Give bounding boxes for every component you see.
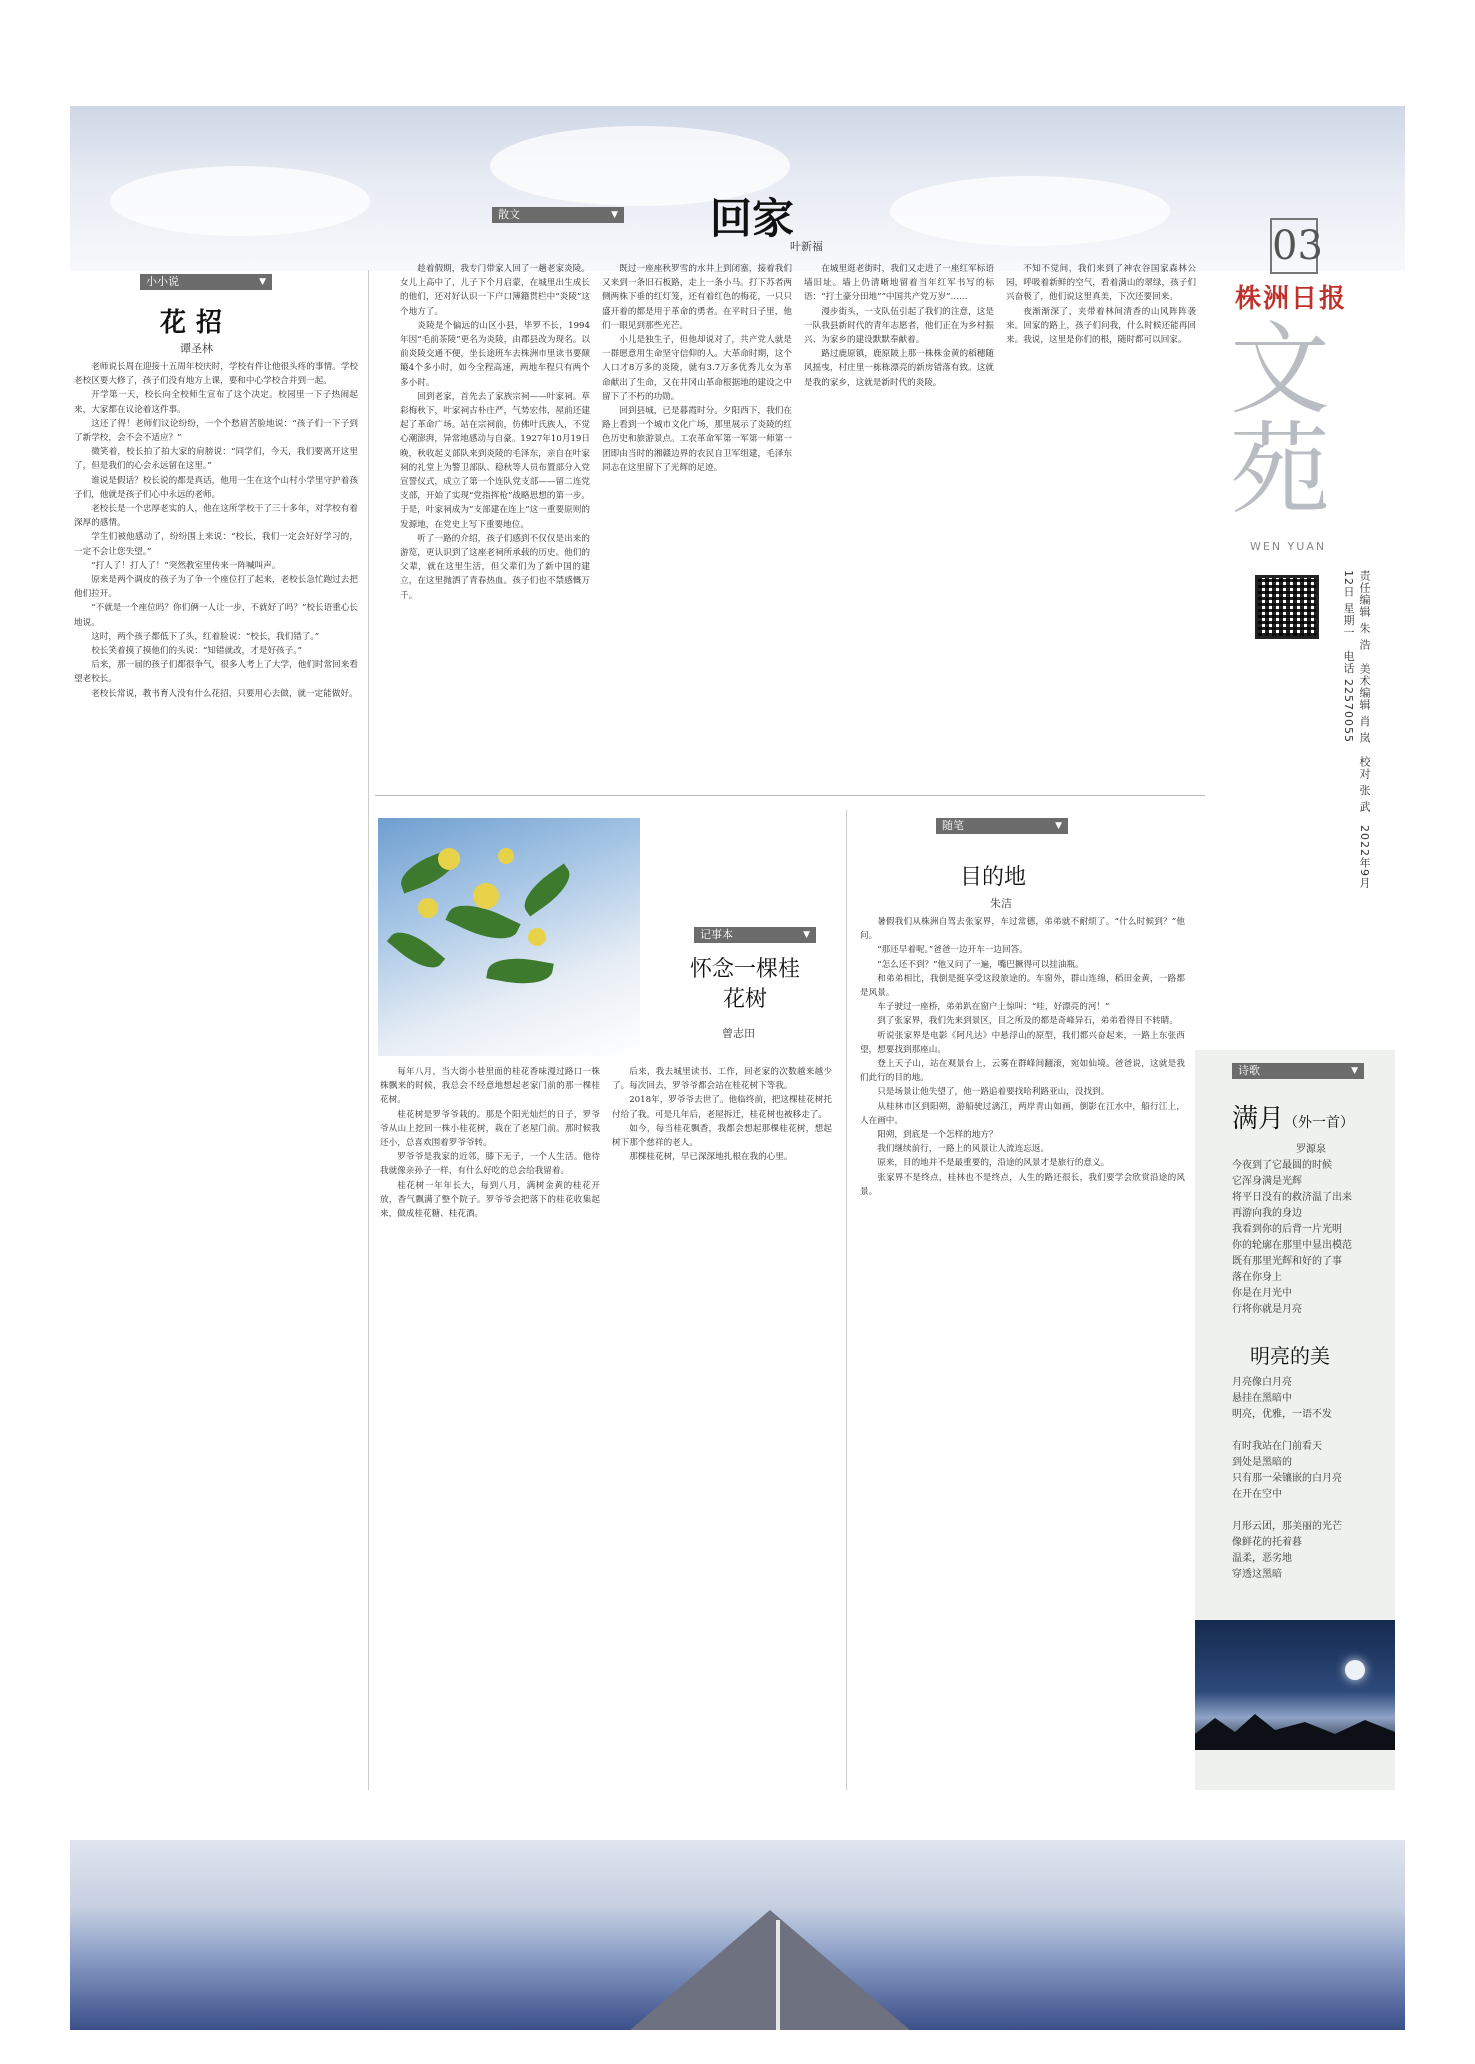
left-article-body <box>74 360 358 1790</box>
page-number: 03 <box>1270 218 1318 274</box>
poem-body <box>1232 1158 1382 1318</box>
poem2-body <box>1232 1375 1382 1583</box>
paragraph: 小儿是独生子，但他却说对了，共产党人就是一群愿意用生命坚守信仰的人。大革命时期，这个人口才8万多的炎陵，就有3.7万多优秀儿女为革命献出了生命，又在井冈山革命根据地的建设之中留下了不朽的功勋。 <box>602 335 792 402</box>
poem-line: 穿透这黑暗 <box>1232 1569 1282 1580</box>
triangle-down-icon: ▼ <box>1351 1066 1358 1076</box>
paragraph: 回到老家，首先去了家族宗祠——叶家祠。草彩梅秋下，叶家祠古朴庄严，气势宏伟，屋前还建起了革命广场。站在宗祠前，仿佛叶氏族人，不觉心潮澎湃，异常地感动与自豪。1927年10月19日晚，秋收起义部队来到炎陵的毛泽东，亲自在叶家祠的礼堂上为警卫部队、稳秋等人员布置部分入党宣誓仪式，成立了第一个连队党支部——留二连党支部，开始了实现“党指挥枪”战略思想的第一步。于是，叶家祠成为“支部建在连上”这一重要原则的发源地，在党史上写下重要地位。 <box>400 391 590 530</box>
section-title-big: 文苑 <box>1230 311 1330 528</box>
paragraph: 谁说是假话？校长说的都是真话，他用一生在这个山村小学里守护着孩子们，他就是孩子们心中永远的老师。 <box>74 475 358 500</box>
paragraph: 学生们被他感动了，纷纷围上来说：“校长，我们一定会好好学习的，一定不会让您失望。” <box>74 532 358 557</box>
poem-byline: 罗源泉 <box>1296 1144 1326 1155</box>
paragraph: 每年八月，当大街小巷里面的桂花香味漫过路口一株株飘来的时候，我总会不经意地想起老家门前的那一棵桂花树。 <box>380 1067 600 1106</box>
osmanthus-photo <box>378 818 640 1056</box>
paragraph: 登上天子山，站在观景台上，云雾在群峰间翻滚，宛如仙境。爸爸说，这就是我们此行的目的地。 <box>860 1059 1185 1084</box>
poem-line: 悬挂在黑暗中 <box>1232 1393 1292 1404</box>
left-headline: 花招 <box>160 308 233 338</box>
main-col-1 <box>400 262 590 782</box>
paragraph: 不知不觉间，我们来到了神农谷国家森林公园，呼吸着新鲜的空气，看着满山的翠绿，孩子们兴奋极了，他们说这里真美，下次还要回来。 <box>1006 264 1196 303</box>
paragraph: 桂花树是罗爷爷栽的。那是个阳光灿烂的日子，罗爷爷从山上挖回一株小桂花树，栽在了老屋门前。那时候我还小，总喜欢围着罗爷爷转。 <box>380 1109 600 1149</box>
divider <box>368 270 369 1790</box>
section-tag-poetry <box>1232 1063 1364 1079</box>
paragraph: 后来，我去城里读书、工作，回老家的次数越来越少了。每次回去，罗爷爷都会站在桂花树下等我。 <box>612 1067 832 1092</box>
paragraph: 趁着假期，我专门带家人回了一趟老家炎陵。女儿上高中了，儿子下个月启蒙，在城里出生成长的他们，还对好认识一下户口簿籍贯栏中“炎陵”这个地方了。 <box>400 264 590 317</box>
paragraph: “不就是一个座位吗？你们俩一人让一步，不就好了吗？”校长语重心长地说。 <box>74 603 358 628</box>
main-col-2 <box>602 262 792 782</box>
paragraph: 夜渐渐深了，夹带着林间清香的山风阵阵袭来。回家的路上，孩子们问我，什么时候还能再回来。我说，这里是你们的根，随时都可以回家。 <box>1006 306 1196 346</box>
paragraph: 后来，那一届的孩子们都很争气，很多人考上了大学，他们时常回来看望老校长。 <box>74 660 358 685</box>
paragraph: 漫步街头，一支队伍引起了我们的注意，这是一队我县新时代的青年志愿者，他们正在为乡村振兴、为家乡的建设默默奉献着。 <box>804 306 994 346</box>
main-col-3 <box>804 262 994 782</box>
poem-line: 今夜到了它最圆的时候 <box>1232 1160 1332 1171</box>
poem-line: 有时我站在门前看天 <box>1232 1441 1322 1452</box>
triangle-down-icon: ▼ <box>803 930 810 940</box>
destination-byline: 朱洁 <box>990 897 1012 910</box>
paragraph: 老校长常说，教书育人没有什么花招，只要用心去做，就一定能做好。 <box>91 688 358 699</box>
tag-label: 诗歌 <box>1238 1064 1260 1077</box>
tag-label: 随笔 <box>942 819 964 832</box>
paragraph: 回到县城，已是暮霞时分。夕阳西下，我们在路上看到一个城市文化广场，那里展示了炎陵的红色历史和旅游景点。工农革命军第一军第一师第一团即由当时的湘赣边界的农民自卫军组建，毛泽东同志在这里留下了光辉的足迹。 <box>602 406 792 473</box>
paper-name: 株洲日报 <box>1235 284 1348 314</box>
paragraph: 炎陵是个偏远的山区小县，毕罗不长，1994年因“毛前茶陵”更名为炎陵，由郡县改为现名。以前炎陵交通不便，坐长途班车去株洲市里读书要颠簸4个多小时，如今全程高速，两地车程只有两个多小时。 <box>400 320 590 388</box>
poem-line: 明亮，优雅，一语不发 <box>1232 1409 1332 1420</box>
poem-line: 你是在月光中 <box>1232 1288 1292 1299</box>
paragraph: 校长笑着摸了摸他们的头说：“知错就改，才是好孩子。” <box>91 646 302 657</box>
poem-title <box>1232 1098 1354 1135</box>
paragraph: 微笑着，校长拍了拍大家的肩膀说：“同学们，今天，我们要离开这里了，但是我们的心会永远留在这里。” <box>74 447 358 472</box>
divider <box>375 795 1205 796</box>
tag-label: 小小说 <box>146 275 179 288</box>
paragraph: 暑假我们从株洲自驾去张家界，车过常德，弟弟就不耐烦了。“什么时候到？”他问。 <box>860 917 1185 942</box>
main-headline: 回家 <box>710 194 795 243</box>
osmanthus-col-2 <box>612 1065 832 1790</box>
osmanthus-col-1 <box>380 1065 600 1790</box>
poem-title-text: 满月 <box>1232 1104 1285 1134</box>
triangle-down-icon: ▼ <box>1055 821 1062 831</box>
poem-line: 再游向我的身边 <box>1232 1208 1302 1219</box>
poem-line: 温柔，恶劣地 <box>1232 1553 1292 1564</box>
paragraph: “那还早着呢。”爸爸一边开车一边回答。 <box>877 945 1028 956</box>
section-pinyin: WEN YUAN <box>1250 540 1327 553</box>
main-col-4 <box>1006 262 1196 782</box>
poem-line: 你的轮廓在那里中显出模范 <box>1232 1240 1352 1251</box>
main-byline: 叶新福 <box>790 240 823 253</box>
poem-line: 行将你就是月亮 <box>1232 1304 1302 1315</box>
paragraph: 原来是两个调皮的孩子为了争一个座位打了起来，老校长急忙跑过去把他们拉开。 <box>74 575 358 600</box>
triangle-down-icon: ▼ <box>611 210 618 220</box>
paragraph: “打人了！打人了！”突然教室里传来一阵喊叫声。 <box>91 560 281 571</box>
qr-code-icon <box>1255 575 1319 639</box>
paragraph: 那棵桂花树，早已深深地扎根在我的心里。 <box>629 1152 793 1163</box>
poem-line <box>1232 1503 1382 1519</box>
imprint-info: 责任编辑 朱 浩 美术编辑 肖 岚 校对 张 武 2022年9月12日 星期一 电话 22570055 <box>1342 570 1371 889</box>
divider <box>846 810 847 1790</box>
destination-body <box>860 915 1185 1790</box>
poem-line: 到处是黑暗的 <box>1232 1457 1292 1468</box>
poem-line: 它浑身满是光辉 <box>1232 1176 1302 1187</box>
paragraph: 我们继续前行，一路上的风景让人流连忘返。 <box>877 1144 1050 1155</box>
section-tag-essay-note <box>936 818 1068 834</box>
road-line <box>776 1920 780 2030</box>
paragraph: 罗爷爷是我家的近邻，膝下无子，一个人生活。他待我就像亲孙子一样，有什么好吃的总会给我留着。 <box>380 1152 600 1177</box>
paragraph: 阳朔，到底是一个怎样的地方？ <box>877 1130 998 1141</box>
paragraph: 这时，两个孩子都低下了头，红着脸说：“校长，我们错了。” <box>91 631 320 642</box>
tag-label: 散文 <box>498 208 520 221</box>
paragraph: “怎么还不到？”他又问了一遍，嘴巴撅得可以挂油瓶。 <box>877 959 1084 970</box>
paragraph: 老校长是一个忠厚老实的人，他在这所学校干了三十多年，对学校有着深厚的感情。 <box>74 504 358 529</box>
footer-road-banner <box>70 1840 1405 2030</box>
paragraph: 听了一路的介绍，孩子们感到不仅仅是出来的游览，更认识到了这座老祠所承载的历史。他们的父辈，就在这里生活，但父辈们为了新中国的建立，在这里抛洒了青春热血。孩子们也不禁感慨万千。 <box>400 533 590 601</box>
poem-line: 将平日没有的救济温了出来 <box>1232 1192 1352 1203</box>
paragraph: 如今，每当桂花飘香，我都会想起那棵桂花树，想起树下那个慈祥的老人。 <box>612 1123 832 1149</box>
poem-line: 在开在空中 <box>1232 1489 1282 1500</box>
poem-line: 既有那里光辉和好的了事 <box>1232 1256 1342 1267</box>
destination-headline: 目的地 <box>960 865 1027 890</box>
paragraph: 开学第一天，校长向全校师生宣布了这个决定。校园里一下子热闹起来，大家都在议论着这件事。 <box>74 390 358 415</box>
section-tag-essay <box>492 207 624 223</box>
poem-line: 月形云团，那美丽的光芒 <box>1232 1521 1342 1532</box>
poem-line: 月亮像白月亮 <box>1232 1377 1292 1388</box>
paragraph: 老师说长周在迎接十五周年校庆时，学校有件让他很头疼的事情。学校老校区要大修了，孩子们没有地方上课，要和中心学校合并到一起。 <box>74 362 358 387</box>
paragraph: 张家界不是终点，桂林也不是终点，人生的路还很长，我们要学会欣赏沿途的风景。 <box>860 1172 1185 1197</box>
paragraph: 从桂林市区到阳朔，游船驶过漓江，两岸青山如画，倒影在江水中，船行江上，人在画中。 <box>860 1101 1185 1126</box>
paragraph: 听说张家界是电影《阿凡达》中悬浮山的原型，我们都兴奋起来，一路上东张西望，想要找到那座山。 <box>860 1030 1185 1055</box>
paragraph: 只是场景让他失望了，他一路追着要找哈利路亚山，没找到。 <box>877 1087 1110 1098</box>
paragraph: 车子驶过一座桥，弟弟趴在窗户上惊叫：“哇，好漂亮的河！” <box>877 1002 1110 1013</box>
osmanthus-byline: 曾志田 <box>722 1027 755 1040</box>
paragraph: 2018年，罗爷爷去世了。他临终前，把这棵桂花树托付给了我。可是几年后，老屋拆迁，桂花树也被移走了。 <box>612 1095 832 1120</box>
poem-line: 落在你身上 <box>1232 1272 1282 1283</box>
osmanthus-headline: 怀念一棵桂花树 <box>690 957 801 1012</box>
night-moon-image <box>1195 1620 1395 1750</box>
poem-line: 只有那一朵镶嵌的白月亮 <box>1232 1473 1342 1484</box>
paragraph: 这还了得！老师们议论纷纷，一个个愁眉苦脸地说：“孩子们一下子到了新学校，会不会不适应？” <box>74 418 358 444</box>
paragraph: 路过鹿原镇，鹿原陂上那一株株金黄的稻穗随风摇曳，村庄里一栋栋漂亮的新房错落有致。这就是我的家乡，这就是新时代的炎陵。 <box>804 349 994 388</box>
poem-line <box>1232 1423 1382 1439</box>
paragraph: 和弟弟相比，我倒是挺享受这段旅途的。车窗外，群山连绵，稻田金黄，一路都是风景。 <box>860 973 1185 999</box>
triangle-down-icon: ▼ <box>259 277 266 287</box>
moon-icon <box>1345 1660 1365 1680</box>
poem-line: 像鲜花的托着暮 <box>1232 1537 1302 1548</box>
paragraph: 在城里逛老街时，我们又走进了一座红军标语墙旧址。墙上仍清晰地留着当年红军书写的标语：“打土豪分田地”“中国共产党万岁”…… <box>804 264 994 303</box>
poem2-title: 明亮的美 <box>1250 1344 1330 1368</box>
section-tag-short-story <box>140 274 272 290</box>
paragraph: 既过一座座秋罗雪的水井上到闭塞，接着我们又来到一条旧石板路，走上一条小马。打下苏者两侧两株下垂的红灯笼，还有着红色的梅花，一只只盛开着的都是用于革命的勇者。在平时日子里，他们一眼见到那些光芒。 <box>602 264 792 331</box>
poem-line: 我看到你的后背一片光明 <box>1232 1224 1342 1235</box>
paragraph: 原来，目的地并不是最重要的，沿途的风景才是旅行的意义。 <box>877 1158 1110 1169</box>
poem-title-suffix: （外一首） <box>1284 1115 1355 1131</box>
tag-label: 记事本 <box>700 928 733 941</box>
left-byline: 谭圣林 <box>180 342 213 355</box>
paragraph: 到了张家界，我们先来到景区，目之所及的都是奇峰异石，弟弟看得目不转睛。 <box>877 1016 1178 1027</box>
section-tag-notebook <box>694 927 816 943</box>
road-shape <box>630 1910 910 2030</box>
paragraph: 桂花树一年年长大，每到八月，满树金黄的桂花开放，香气飘满了整个院子。罗爷爷会把落下的桂花收集起来，做成桂花糖、桂花酒。 <box>380 1180 600 1220</box>
